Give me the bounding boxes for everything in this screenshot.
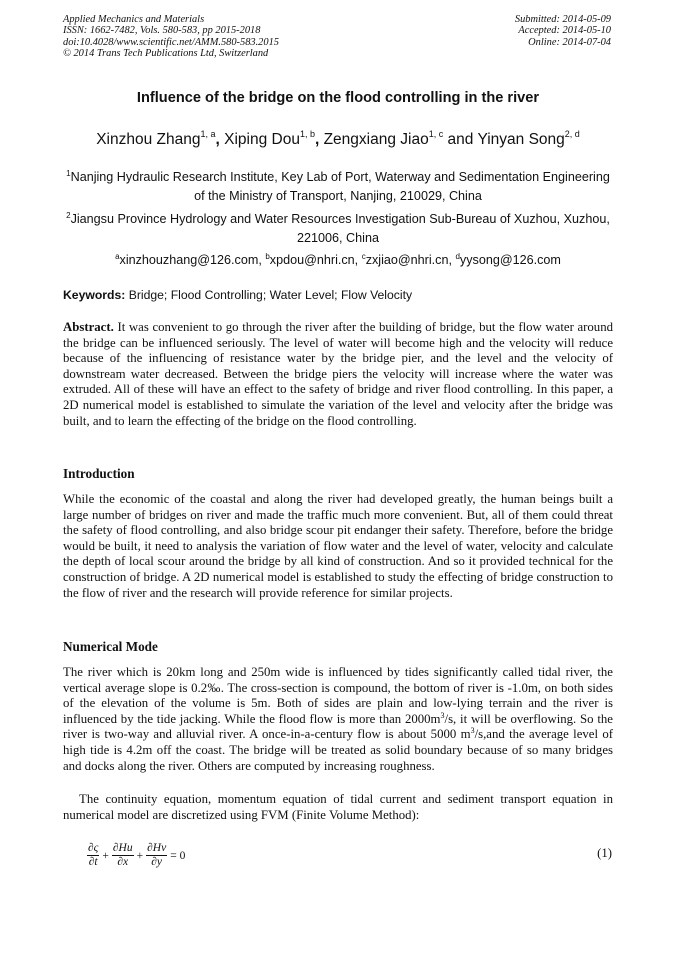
fraction-denominator: ∂x — [117, 856, 129, 868]
fraction-denominator: ∂y — [151, 856, 163, 868]
email-link[interactable]: xinzhouzhang@126.com, — [119, 253, 262, 267]
equation-number: (1) — [597, 846, 612, 860]
numerical-paragraph — [63, 665, 613, 774]
journal-copyright: © 2014 Trans Tech Publications Ltd, Switzerland — [63, 48, 269, 60]
abstract-text: It was convenient to go through the river after the building of bridge, but the flow water around the bridge can be influenced seriously. The level of water will become high and the velocity will reduce because of the influencing of resistance water by the bridge pier, and the level and the velocity of downstream water decreased. Between the bridge piers the velocity will increase where the water was extruded. All of these will have an effect to the safety of bridge and river flood controlling. In this paper, a 2D numerical model is established to simulate the variation of the level and velocity after the bridge was built, and to learn the effecting of the bridge on the flood controlling. — [63, 320, 614, 428]
plus-operator: + — [102, 849, 109, 862]
author-affil-mark: 1, a — [200, 129, 216, 139]
journal-name: Applied Mechanics and Materials — [63, 14, 205, 25]
numerical-paragraph-2: The continuity equation, momentum equation of tidal current and sediment transport equation in numerical model are discretized using FVM (Finite Volume Method): — [63, 792, 613, 822]
author-emails — [63, 252, 613, 267]
email-mark: d — [455, 252, 460, 261]
author-conjunction: and — [447, 131, 474, 148]
abstract — [63, 320, 613, 429]
email-link[interactable]: xpdou@nhri.cn, — [269, 253, 359, 267]
plus-operator: + — [136, 849, 144, 862]
submission-dates — [515, 14, 611, 48]
section-heading-introduction: Introduction — [63, 466, 135, 481]
fraction-numerator: ∂Hu — [112, 842, 133, 854]
introduction-paragraph: While the economic of the coastal and along the river had developed greatly, the human beings built a large number of bridges on river and made the traffic much more convenient. But, all of them could threat the safety of flood controlling, and also bridge scour pit endanger their safety. Therefore, before the bridge would be built, it need to analysis the variation of flow water and the level of water, velocity and calculate the depth of local scour around the bridge by all kind of construction. And so it provided technical for the construction of bridge. A 2D numerical model is established to study the effecting of bridge construction to the flow of river and the research will provide reference for similar projects. — [63, 492, 613, 600]
email-mark: c — [361, 252, 366, 261]
author-affil-mark: 1, b — [299, 129, 315, 139]
fraction — [112, 842, 134, 869]
abstract-label: Abstract. — [63, 320, 114, 334]
numerical-text: The river which is 20km long and 250m wide is influenced by tides significantly called tidal river, the vertical average slope is 0.2‰. The cross-section is compound, the bottom of river is -1.0m, on both sides of the elevation of the volume is 5m. Both of sides are plain and low-lying terrain and the river is influenced by the tide jacking. While the flood flow is more than 2000m — [63, 665, 613, 726]
date-online: Online: 2014-07-04 — [528, 36, 611, 48]
author-name: Xiping Dou — [224, 131, 300, 148]
email-mark: b — [265, 252, 270, 261]
fraction-numerator: ∂Hv — [147, 842, 167, 854]
keywords-text: Bridge; Flood Controlling; Water Level; Flow Velocity — [128, 288, 413, 302]
continuity-equation — [86, 842, 187, 869]
affiliation-text: Nanjing Hydraulic Research Institute, Key Lab of Port, Waterway and Sedimentation Engineering of the Ministry of Transport, Nanjing, 210029, China — [70, 170, 610, 203]
keywords — [63, 288, 613, 302]
author-name: Zengxiang Jiao — [323, 131, 429, 148]
journal-doi: doi:10.4028/www.scientific.net/AMM.580-583.2015 — [63, 36, 279, 48]
numerical-text: /s, it will be overflowing. So the river is two-way and alluvial river. A once-in-a-century flow is about 5000 m — [63, 711, 613, 742]
superscript: 3 — [470, 726, 475, 736]
affiliation-mark: 1 — [66, 169, 71, 178]
superscript: 3 — [440, 710, 445, 720]
section-heading-numerical-mode: Numerical Mode — [63, 639, 158, 654]
paper-title: Influence of the bridge on the flood controlling in the river — [136, 90, 540, 106]
affiliation — [63, 165, 613, 205]
numerical-text: /s,and the average level of high tide is 4.2m off the coast. The bridge will be treated as solid boundary because of so many bridges and docks along the river. Others are computed by increasing roughness. — [63, 727, 613, 773]
email-link[interactable]: yysong@126.com — [459, 253, 561, 267]
affiliation-text: Jiangsu Province Hydrology and Water Resources Investigation Sub-Bureau of Xuzhou, Xuzhou, 221006, China — [70, 212, 610, 245]
date-submitted: Submitted: 2014-05-09 — [514, 14, 611, 25]
journal-info — [63, 14, 279, 60]
author-name: Xinzhou Zhang — [96, 131, 201, 148]
affiliation-mark: 2 — [66, 211, 71, 220]
fraction-numerator: ∂ς — [88, 842, 99, 854]
equals-zero: = 0 — [170, 849, 186, 862]
date-accepted: Accepted: 2014-05-10 — [518, 25, 611, 37]
author-affil-mark: 2, d — [564, 129, 580, 139]
affiliation — [63, 207, 613, 247]
fraction — [87, 842, 99, 869]
fraction — [146, 842, 167, 869]
author-affil-mark: 1, c — [428, 129, 444, 139]
author-name: Yinyan Song — [477, 131, 565, 148]
keywords-label: Keywords: — [63, 288, 126, 302]
author-list: Xinzhou Zhang$^{1, a}$, Xiping Dou$^{1, b}$, Zengxiang Jiao$^{1, c}$ and Yinyan Song$^{2, d}$ — [96, 129, 580, 148]
email-link[interactable]: zxjiao@nhri.cn, — [365, 253, 452, 267]
fraction-denominator: ∂t — [88, 856, 98, 868]
email-mark: a — [115, 252, 120, 261]
journal-issn: ISSN: 1662-7482, Vols. 580-583, pp 2015-2018 — [63, 25, 261, 37]
